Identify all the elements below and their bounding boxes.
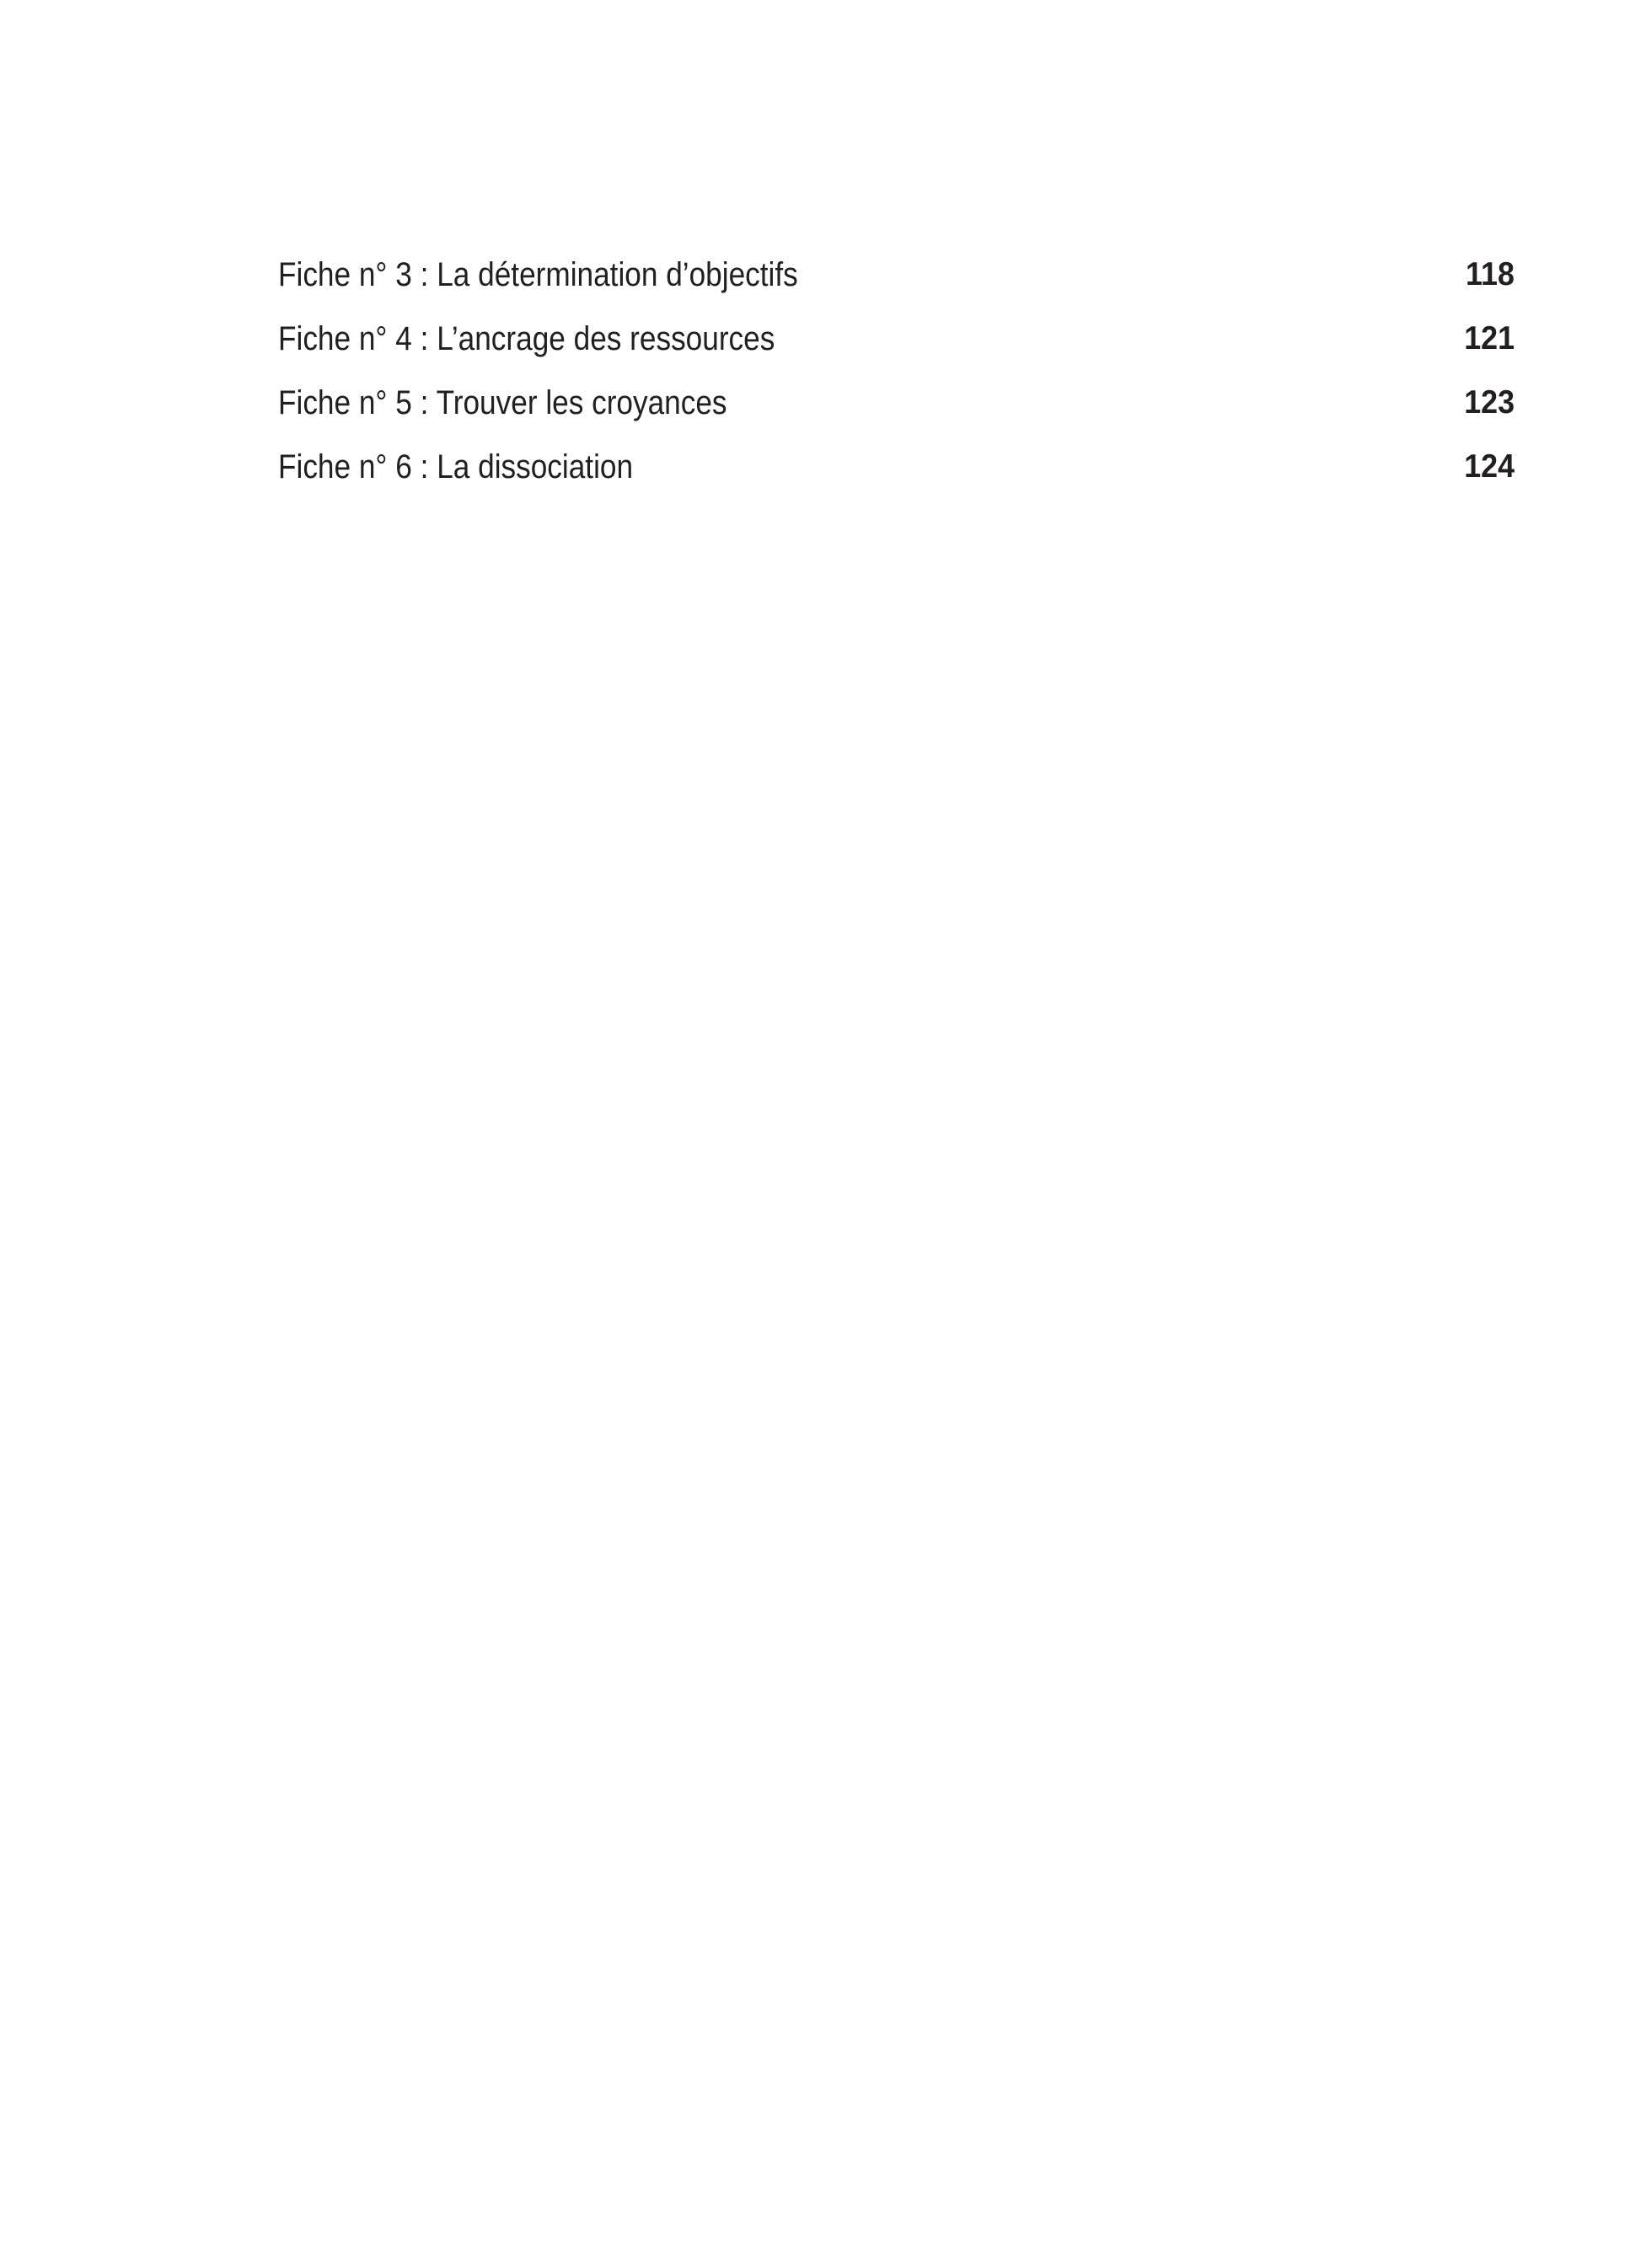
toc-entry-title: Fiche n° 4 : L’ancrage des ressources bbox=[278, 319, 775, 357]
toc-entry bbox=[278, 371, 1515, 435]
toc-entry bbox=[278, 243, 1515, 307]
toc-entry-title: Fiche n° 5 : Trouver les croyances bbox=[278, 383, 727, 421]
toc-entry-page-number: 123 bbox=[1464, 384, 1515, 421]
toc-entry-title: Fiche n° 3 : La détermination d’objectifs bbox=[278, 255, 798, 293]
toc-entry-page-number: 121 bbox=[1464, 320, 1515, 357]
toc-entry-page-number: 124 bbox=[1464, 448, 1515, 485]
toc-entry bbox=[278, 307, 1515, 371]
toc-entry bbox=[278, 435, 1515, 499]
table-of-contents bbox=[278, 243, 1515, 499]
toc-entry-title: Fiche n° 6 : La dissociation bbox=[278, 448, 634, 485]
toc-entry-page-number: 118 bbox=[1466, 256, 1515, 292]
